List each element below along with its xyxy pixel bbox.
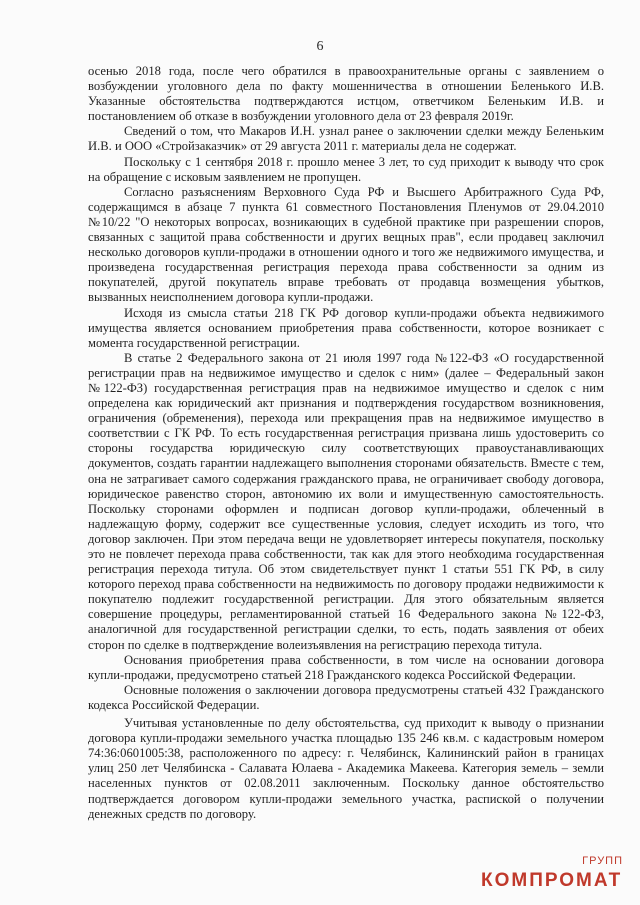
paragraph-2: Сведений о том, что Макаров И.Н. узнал ранее о заключении сделки между Беленьким И.В. и ООО «Стройзаказчик» от 29 августа 2011 г. материалы дела не содержат. xyxy=(88,124,604,154)
paragraph-8: Основные положения о заключении договора предусмотрены статьей 432 Гражданского кодекса Российской Федерации. xyxy=(88,682,604,712)
paragraph-9: Учитывая установленные по делу обстоятельства, суд приходит к выводу о признании договора купли-продажи земельного участка площадью 135 246 кв.м. с кадастровым номером 74:36:0601005:38, расположенного по адресу: г. Челябинск, Калининский район в границах улиц 250 лет Челябинска - Салавата Юлаева - Академика Макеева. Категория земель – земли населенных пунктов от 02.08.2011 заключенным. Поскольку данное обстоятельство подтверждается договором купли-продажи земельного участка, распиской о получении денежных средств по договору. xyxy=(88,716,604,821)
document-body xyxy=(88,64,604,822)
paragraph-1: осенью 2018 года, после чего обратился в правоохранительные органы с заявлением о возбуждении уголовного дела по факту мошенничества в отношении Беленького И.В. Указанные обстоятельства подтверждаются истцом, ответчиком Беленьким И.В. и постановлением об отказе в возбуждении уголовного дела от 23 февраля 2019г. xyxy=(88,64,604,124)
paragraph-4: Согласно разъяснениям Верховного Суда РФ и Высшего Арбитражного Суда РФ, содержащимся в абзаце 7 пункта 61 совместного Постановления Пленумов от 29.04.2010 №10/22 "О некоторых вопросах, возникающих в судебной практике при разрешении споров, связанных с защитой права собственности и других вещных прав", если продавец заключил несколько договоров купли-продажи в отношении одного и того же недвижимого имущества, и произведена государственная регистрация перехода права собственности за одним из покупателей, другой покупатель вправе требовать от продавца возмещения убытков, вызванных неисполнением договора купли-продажи. xyxy=(88,184,604,305)
page-number: 6 xyxy=(316,39,324,54)
watermark-brand-label: КОМПРОМАТ xyxy=(481,870,623,891)
paragraph-6: В статье 2 Федерального закона от 21 июля 1997 года №122-ФЗ «О государственной регистрации прав на недвижимое имущество и сделок с ним» (далее – Федеральный закон №122-ФЗ) государственная регистрация прав на недвижимое имущество и сделок с ним определена как юридический акт признания и подтверждения государством возникновения, ограничения (обременения), перехода или прекращения прав на недвижимое имущество в соответствии с ГК РФ. То есть государственная регистрация призвана лишь удостоверить со стороны государства юридическую силу соответствующих правоустанавливающих документов, создать гарантии надлежащего выполнения сторонами обязательств. Вместе с тем, она не затрагивает самого содержания гражданского права, не ограничивает свободу договора, юридическое равенство сторон, автономию их воли и имущественную самостоятельность. Поскольку сторонами оформлен и подписан договор купли-продажи, облеченный в надлежащую форму, содержит все существенные условия, следует исходить из того, что договор заключен. При этом передача вещи не удовлетворяет интересы покупателя, поскольку это не повлечет перехода права собственности, так как для этого необходима государственная регистрация перехода титула. Об этом свидетельствует пункт 1 статьи 551 ГК РФ, в силу которого переход права собственности на недвижимость по договору продажи недвижимости к покупателю подлежит государственной регистрации. Для этого обязательным является совершение процедуры, регламентированной статьей 16 Федерального закона №122-ФЗ, аналогичной для государственной регистрации сделки, то есть, подать заявления от обеих сторон по сделке в подтверждение волеизъявления на регистрацию перехода титула. xyxy=(88,350,604,652)
paragraph-3: Поскольку с 1 сентября 2018 г. прошло менее 3 лет, то суд приходит к выводу что срок на обращение с исковым заявлением не пропущен. xyxy=(88,154,604,184)
kompromat-watermark xyxy=(481,855,631,899)
watermark-group-label: ГРУПП xyxy=(582,855,623,867)
paragraph-7: Основания приобретения права собственности, в том числе на основании договора купли-продажи, предусмотрено статьей 218 Гражданского кодекса Российской Федерации. xyxy=(88,652,604,682)
paragraph-5: Исходя из смысла статьи 218 ГК РФ договор купли-продажи объекта недвижимого имущества является основанием приобретения права собственности, которое возникает с момента государственной регистрации. xyxy=(88,305,604,350)
